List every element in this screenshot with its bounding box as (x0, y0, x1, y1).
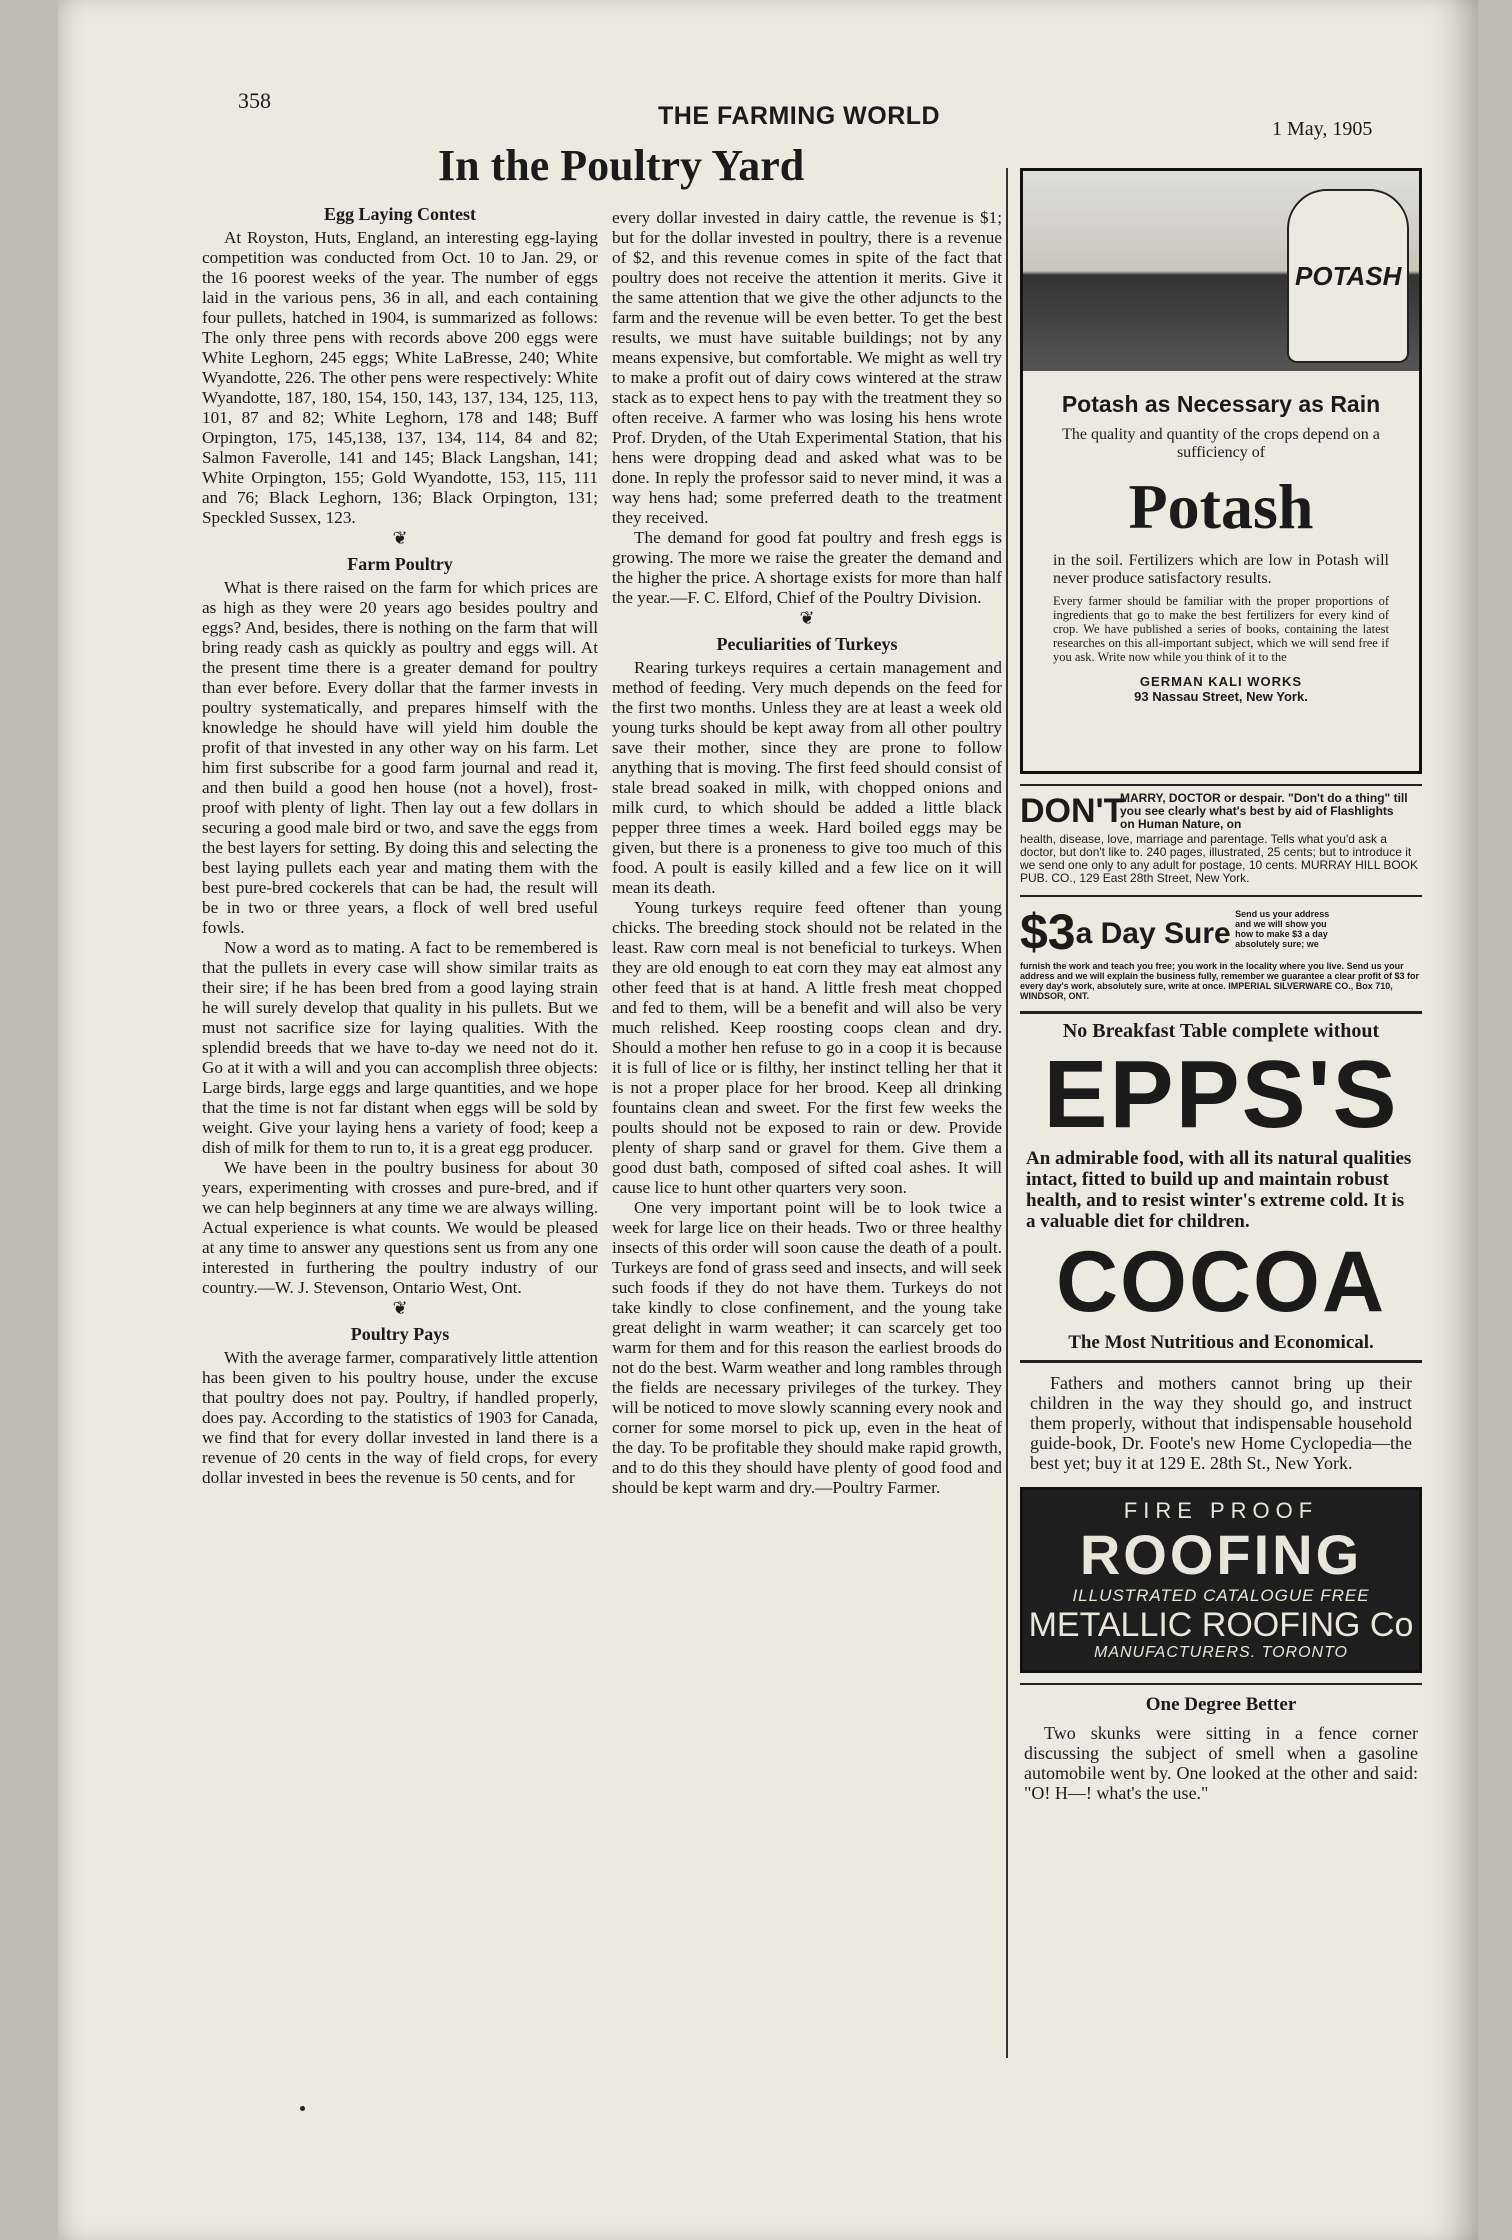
dont-body: health, disease, love, marriage and parentage. Tells what you'd ask a doctor, but don't like to. 240 pages, illustrated, 25 cents; but to introduce it we send one only to any adult for postage, 10 cents. MURRAY HILL BOOK PUB. CO., 129 East 28th Street, New York. (1020, 832, 1418, 885)
potash-body: in the soil. Fertilizers which are low in Potash will never produce satisfactory results. (1053, 552, 1389, 587)
sure-headline: a Day Sure (1075, 917, 1231, 950)
dont-headline: DON'T (1020, 792, 1125, 830)
potash-headline: Potash as Necessary as Rain (1061, 391, 1381, 417)
epps-product: COCOA (1055, 1234, 1387, 1330)
journal-title: THE FARMING WORLD (658, 102, 941, 130)
paragraph: Rearing turkeys requires a certain management and method of feeding. Very much depends on the feed for the first two months. Unless they are at least a week old young turks should be kept away from all other poultry save their mother, since they are prone to follow anything that is moving. The first feed should consist of stale bread soaked in milk, with chopped onions and milk curd, to which should be added a little black pepper three times a week. Hard boiled eggs may be given, but there is a proneness to give too much of this food. A poult is easily killed and a few lice on it will mean its death. (612, 658, 1002, 897)
sure-body: furnish the work and teach you free; you work in the locality where you live. Send us your address and we will explain the business fully, remember we guarantee a clear profit of $3 for every day's work, absolutely sure, write at once. IMPERIAL SILVERWARE CO., Box 710, WINDSOR, ONT. (1020, 961, 1419, 1001)
roofing-line-4: METALLIC ROOFING Co (1028, 1606, 1414, 1644)
paragraph: With the average farmer, comparatively little attention has been given to his poultry house, under the excuse that poultry does not pay. Poultry, if handled properly, does pay. According to the statistics of 1903 for Canada, we find that for every dollar invested in land there is a revenue of 20 cents in the way of field crops, for every dollar invested in bees the revenue is 50 cents, and for (202, 1348, 598, 1487)
potash-address: 93 Nassau Street, New York. (1134, 689, 1308, 704)
three-dollar-advertisement (1020, 895, 1422, 1001)
paragraph: We have been in the poultry business for about 30 years, experimenting with crosses and pure-bred, and if we can help beginners at any time we are always willing. Actual experience is what counts. We would be pleased at any time to answer any questions sent us from any one interested in furthering the poultry industry of our country.—W. J. Stevenson, Ontario West, Ont. (202, 1158, 598, 1297)
column-divider (1006, 168, 1008, 2058)
ornament-icon: ❦ (799, 608, 815, 628)
speck (300, 2106, 305, 2111)
sure-amount: $3 (1020, 904, 1076, 960)
paragraph: The demand for good fat poultry and fresh eggs is growing. The more we raise the greater the demand and the higher the price. A shortage exists for more than half the year.—F. C. Elford, Chief of the Poultry Division. (612, 528, 1002, 607)
issue-date: 1 May, 1905 (1272, 118, 1373, 140)
page (58, 0, 1478, 2240)
potash-big-word: Potash (1128, 471, 1314, 542)
epps-tagline: The Most Nutritious and Economical. (1068, 1332, 1374, 1353)
ornament-icon: ❦ (392, 528, 408, 548)
home-cyclopedia-advertisement (1030, 1373, 1412, 1473)
sure-side-text: Send us your address and we will show you how to make $3 a day absolutely sure; we (1235, 909, 1330, 949)
ornament-icon: ❦ (392, 1298, 408, 1318)
paragraph: At Royston, Huts, England, an interesting egg-laying competition was conducted from Oct. 10 to Jan. 29, or the 16 poorest weeks of the year. The number of eggs laid in the various pens, 36 in all, and each containing four pullets, hatched in 1904, is summarized as follows: The only three pens with records above 200 eggs were White Leghorn, 245 eggs; White LaBresse, 240; White Wyandotte, 226. The other pens were respectively: White Wyandotte, 187, 180, 154, 150, 143, 137, 134, 125, 113, 101, 87 and 82; White Leghorn, 178 and 148; Buff Orpington, 175, 145,138, 137, 134, 114, 84 and 82; Salmon Faverolle, 141 and 145; Black Langshan, 141; White Orpington, 155; Gold Wyandotte, 153, 115, 111 and 76; Black Leghorn, 136; Black Orpington, 131; Speckled Sussex, 123. (202, 228, 598, 527)
epps-body: An admirable food, with all its natural qualities intact, fitted to build up and maintain robust health, and to resist winter's extreme cold. It is a valuable diet for children. (1026, 1148, 1412, 1232)
column-2 (612, 208, 1002, 1498)
paragraph: Young turkeys require feed oftener than young chicks. The breeding stock should not be related in the least. Raw corn meal is not beneficial to turkeys. When they are old enough to eat corn they may eat almost any other feed that is at hand. A little fresh meat chopped and fed to them, will be a benefit and will also be very much relished. Keep roosting coops clean and dry. Should a mother hen refuse to go in a coop it is because it is full of lice or is filthy, her instinct telling her that it is not a proper place for her brood. Keep all drinking fountains clean and sweet. For the first few weeks the poults should not be exposed to rain or dew. Provide plenty of sharp sand or gravel for them. Give them a good dust bath, composed of sifted coal ashes. It will cause lice to hunt other quarters very soon. (612, 898, 1002, 1197)
field-illustration (1023, 171, 1419, 371)
section-title: In the Poultry Yard (438, 141, 805, 190)
epps-brand: EPPS'S (1043, 1041, 1399, 1148)
potash-sack-illustration (1287, 189, 1409, 363)
article-title-egg-laying: Egg Laying Contest (323, 204, 476, 224)
article-title-one-degree: One Degree Better (1145, 1694, 1297, 1715)
article-title-poultry-pays: Poultry Pays (350, 1324, 450, 1344)
page-number: 358 (238, 88, 271, 113)
sack-label: POTASH (1295, 261, 1402, 291)
roofing-line-2: ROOFING (1079, 1523, 1363, 1586)
advertisement-column (1020, 168, 1422, 1813)
article-title-farm-poultry: Farm Poultry (347, 554, 453, 574)
paragraph: Now a word as to mating. A fact to be remembered is that the pullets in every case will show similar traits as their sire; if he has been bred from a good laying strain he will surely develop that quality in his pullets. But we must not sacrifice size for laying qualities. With the splendid breeds that we have to-day we need not do it. Go at it with a will and you can accomplish three objects: Large birds, large eggs and large quantities, and we hope that the time is not far distant when eggs will be sold by weight. Give your laying hens a variety of food; keep a dish of milk for them to run to, it is a great egg producer. (202, 938, 598, 1157)
dont-lead: MARRY, DOCTOR or despair. "Don't do a thing" till you see clearly what's best by aid of Flashlights on Human Nature, on (1120, 791, 1408, 831)
potash-advertisement (1020, 168, 1422, 774)
epps-cocoa-advertisement (1020, 1011, 1422, 1363)
one-degree-better-item (1020, 1683, 1422, 1803)
cyclopedia-text: Fathers and mothers cannot bring up their children in the way they should go, and instruct them properly, without that indispensable household guide-book, Dr. Foote's new Home Cyclopedia—the best yet; buy it at 129 E. 28th St., New York. (1030, 1373, 1412, 1473)
dont-marry-advertisement (1020, 784, 1422, 885)
potash-company: GERMAN KALI WORKS (1139, 674, 1303, 689)
paragraph: Two skunks were sitting in a fence corner discussing the subject of smell when a gasoline automobile went by. One looked at the other and said: "O! H—! what's the use." (1024, 1723, 1418, 1803)
paragraph: What is there raised on the farm for which prices are as high as they were 20 years ago besides poultry and eggs? And, besides, there is nothing on the farm that will bring ready cash as quickly as poultry and eggs will. At the present time there is a greater demand for poultry than ever before. Every dollar that the farmer invests in poultry systematically, and prepares himself with the knowledge he should have will yield him double the profit of that invested in any other way on his farm. Let him first subscribe for a good farm journal and read it, and then build a good hen house (not a hovel), frost-proof with plenty of light. Then lay out a few dollars in securing a good male bird or two, and save the eggs from the best layers for setting. By doing this and selecting the best laying pullets each year and mating them with the best pure-bred cockerels that can be had, the result will be in two or three years, a flock of well bred useful fowls. (202, 578, 598, 937)
article-title-turkeys: Peculiarities of Turkeys (716, 634, 898, 654)
column-1 (202, 198, 598, 1488)
roofing-line-3: ILLUSTRATED CATALOGUE FREE (1072, 1586, 1370, 1605)
roofing-advertisement (1020, 1487, 1422, 1673)
potash-subheadline: The quality and quantity of the crops depend on a sufficiency of (1062, 426, 1380, 461)
epps-top-line: No Breakfast Table complete without (1062, 1020, 1380, 1042)
roofing-line-1: FIRE PROOF (1123, 1498, 1319, 1523)
paragraph: One very important point will be to look twice a week for large lice on their heads. Two or three healthy insects of this order will soon cause the death of a poult. Turkeys are fond of grass seed and insects, and will seek such foods if they do not have them. Turkeys do not take kindly to close confinement, and the young take great delight in warm weather; it can scarcely get too warm for them and for this reason the earliest broods do not do the best. Warm weather and long rambles through the fields are necessary privileges of the turkey. They will be noticed to move slowly scanning every nook and corner for some morsel to pick up, even in the heat of the day. To be profitable they should make rapid growth, and to do this they should have plenty of good food and should be kept warm and dry.—Poultry Farmer. (612, 1198, 1002, 1497)
potash-fine-print: Every farmer should be familiar with the proper proportions of ingredients that go to make the best fertilizers for every kind of crop. We have published a series of books, containing the latest researches on this all-important subject, which we will send free if you ask. Write now while you think of it to the (1053, 594, 1389, 664)
roofing-line-5: MANUFACTURERS. TORONTO (1093, 1644, 1348, 1661)
paragraph: every dollar invested in dairy cattle, the revenue is $1; but for the dollar invested in poultry, there is a revenue of $2, and this revenue comes in spite of the fact that poultry does not receive the attention it merits. Give it the same attention that we give the other adjuncts to the farm and the revenue will be even better. To get the best results, we must have suitable buildings; not by any means expensive, but comfortable. We might as well try to make a profit out of dairy cows wintered at the straw stack as to expect hens to pay with the treatment they so often receive. A farmer who was losing his hens wrote Prof. Dryden, of the Utah Experimental Station, that his hens were dropping dead and asked what was to be done. In reply the professor said to never mind, it was a way hens had; some preferred death to the treatment they received. (612, 208, 1002, 527)
